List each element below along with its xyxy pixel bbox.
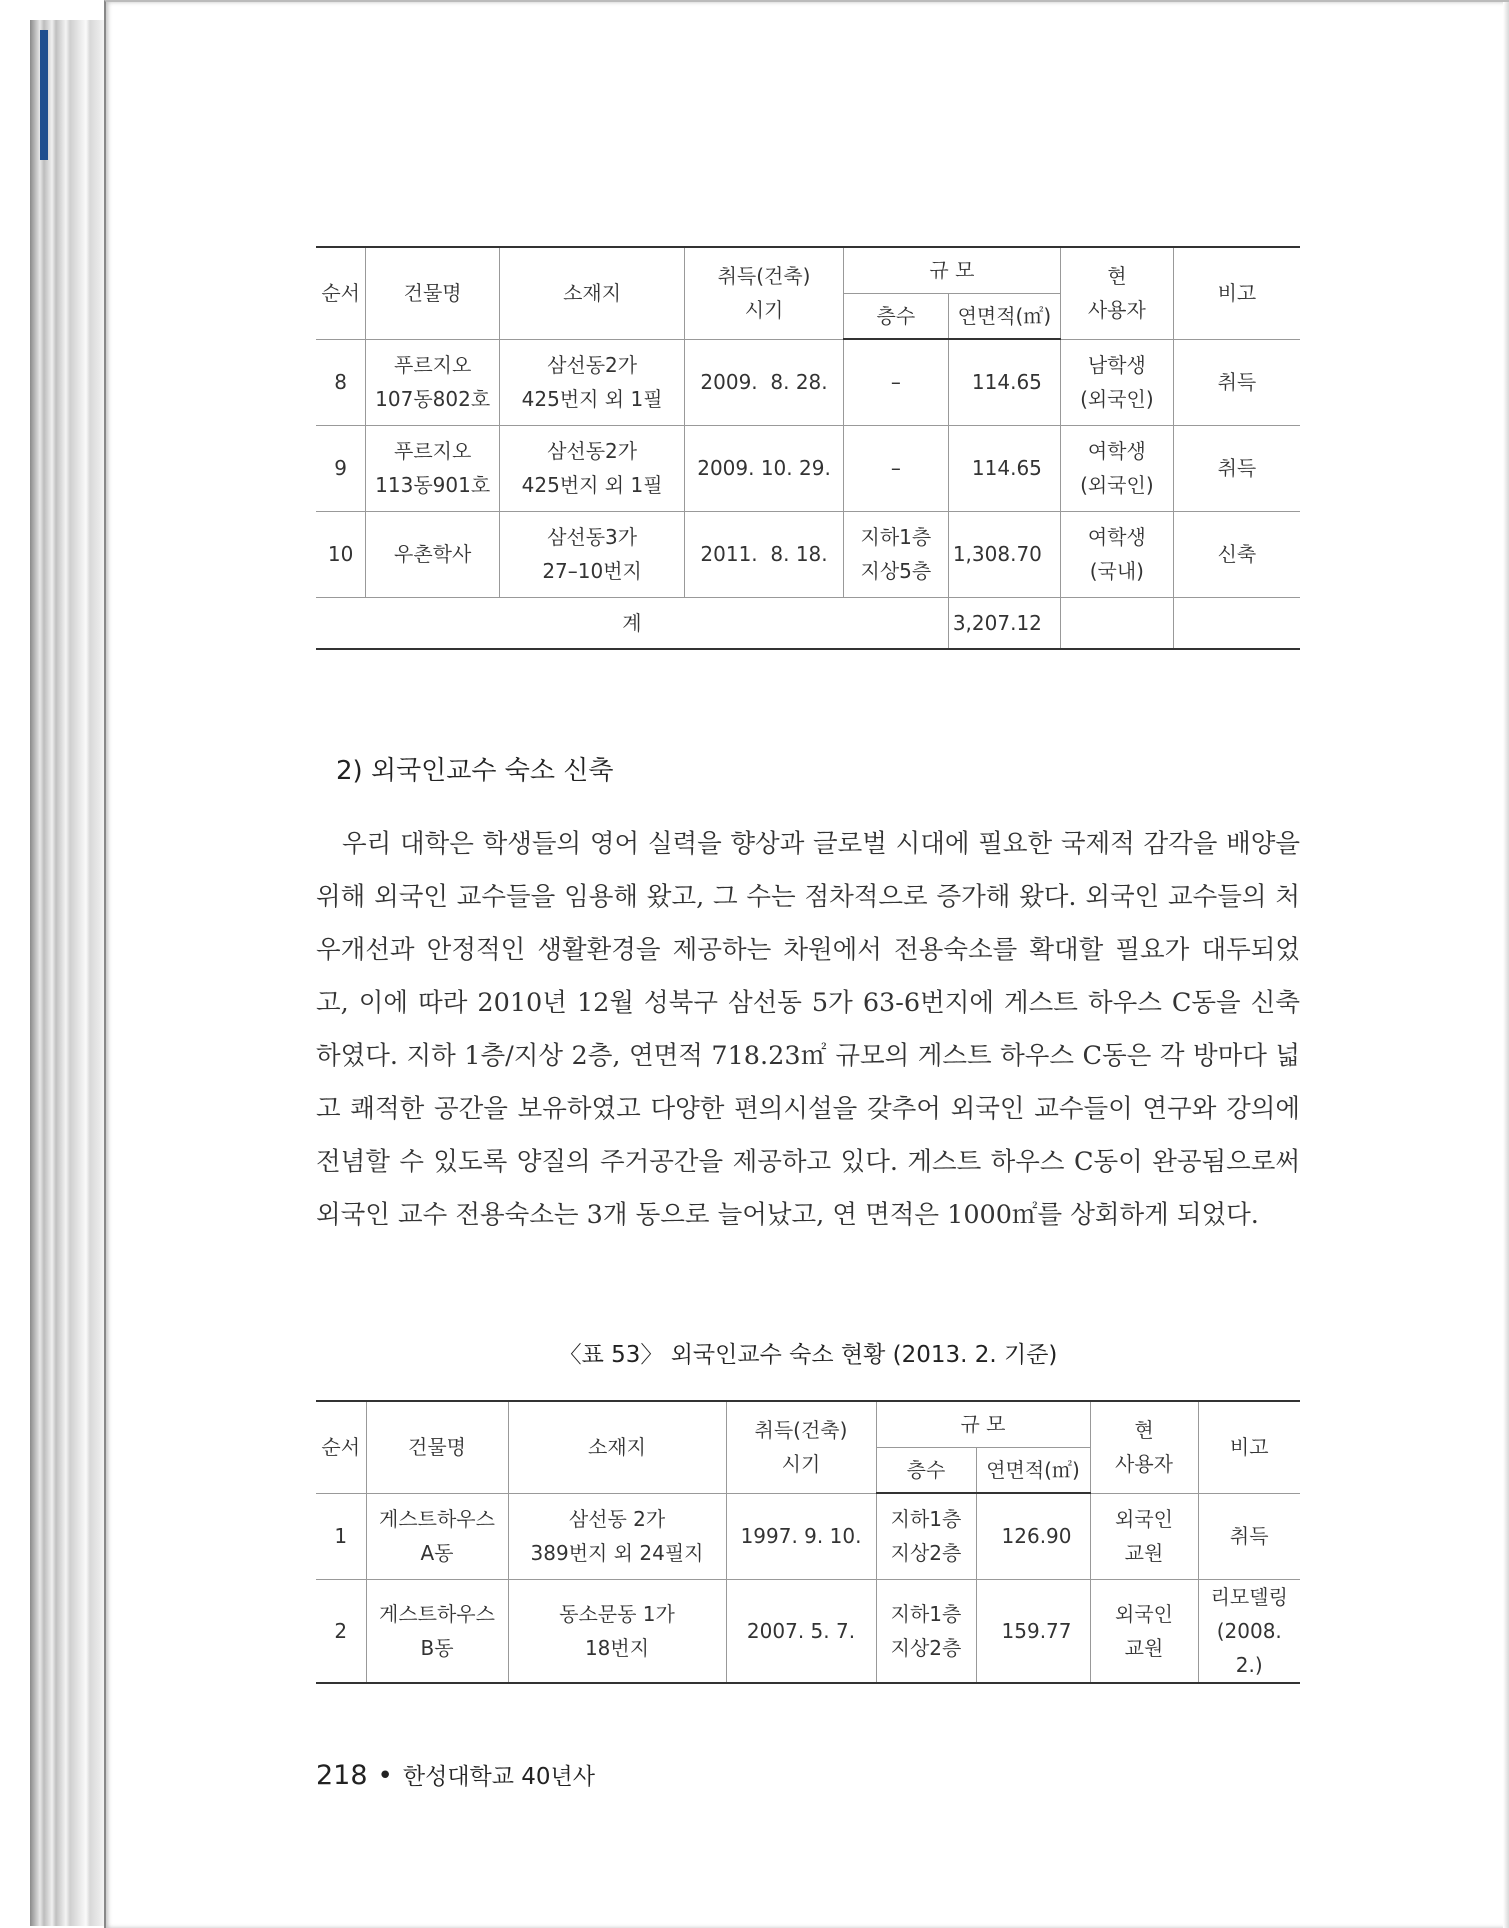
cell-building-name: 푸르지오 107동802호 — [366, 339, 500, 425]
blue-bookmark-tab — [40, 30, 48, 160]
table-row — [316, 511, 1300, 597]
cell-current-user: 외국인 교원 — [1090, 1579, 1198, 1683]
table-row — [316, 425, 1300, 511]
header-building-name: 건물명 — [366, 1401, 508, 1493]
cell-seq: 1 — [316, 1493, 366, 1579]
foreign-faculty-housing-table — [316, 1400, 1300, 1684]
cell-acquired: 1997. 9. 10. — [726, 1493, 876, 1579]
header-floors: 층수 — [876, 1447, 976, 1493]
header-note: 비고 — [1173, 247, 1300, 339]
cell-location: 삼선동 2가 389번지 외 24필지 — [508, 1493, 726, 1579]
cell-location: 동소문동 1가 18번지 — [508, 1579, 726, 1683]
cell-floors: 지하1층 지상2층 — [876, 1579, 976, 1683]
header-current-user: 현 사용자 — [1090, 1401, 1198, 1493]
cell-current-user: 외국인 교원 — [1090, 1493, 1198, 1579]
dormitory-table-continued — [316, 246, 1300, 650]
bullet-separator: • — [377, 1761, 393, 1791]
cell-area: 126.90 — [976, 1493, 1090, 1579]
header-building-name: 건물명 — [366, 247, 500, 339]
cell-location: 삼선동2가 425번지 외 1필 — [500, 425, 685, 511]
total-area: 3,207.12 — [948, 597, 1060, 649]
header-scale: 규 모 — [843, 247, 1060, 293]
cell-current-user: 여학생 (외국인) — [1060, 425, 1173, 511]
header-floors: 층수 — [843, 293, 948, 339]
cell-area: 1,308.70 — [948, 511, 1060, 597]
header-scale: 규 모 — [876, 1401, 1090, 1447]
cell-building-name: 게스트하우스 B동 — [366, 1579, 508, 1683]
cell-note: 신축 — [1173, 511, 1300, 597]
table-caption: 〈표 53〉 외국인교수 숙소 현황 (2013. 2. 기준) — [558, 1342, 1058, 1368]
cell-building-name: 게스트하우스 A동 — [366, 1493, 508, 1579]
cell-note: 취득 — [1198, 1493, 1300, 1579]
cell-building-name: 푸르지오 113동901호 — [366, 425, 500, 511]
header-area: 연면적(㎡) — [948, 293, 1060, 339]
cell-building-name: 우촌학사 — [366, 511, 500, 597]
page-footer — [316, 1758, 595, 1791]
cell-current-user: 남학생 (외국인) — [1060, 339, 1173, 425]
cell-location: 삼선동3가 27–10번지 — [500, 511, 685, 597]
cell-location: 삼선동2가 425번지 외 1필 — [500, 339, 685, 425]
body-paragraph: 우리 대학은 학생들의 영어 실력을 향상과 글로벌 시대에 필요한 국제적 감각을 배양을 위해 외국인 교수들을 임용해 왔고, 그 수는 점차적으로 증가해 왔다. 외국인 교수들의 처우개선과 안정적인 생활환경을 제공하는 차원에서 전용숙소를 확대할 필요가 대두되었고, 이에 따라 2010년 12월 성북구 삼선동 5가 63-6번지에 게스트 하우스 C동을 신축하였다. 지하 1층/지상 2층, 연면적 718.23㎡ 규모의 게스트 하우스 C동은 각 방마다 넓고 쾌적한 공간을 보유하였고 다양한 편의시설을 갖추어 외국인 교수들이 연구와 강의에 전념할 수 있도록 양질의 주거공간을 제공하고 있다. 게스트 하우스 C동이 완공됨으로써 외국인 교수 전용숙소는 3개 동으로 늘어났고, 연 면적은 1000㎡를 상회하게 되었다. — [316, 829, 1300, 1230]
header-location: 소재지 — [500, 247, 685, 339]
cell-area: 114.65 — [948, 425, 1060, 511]
total-row — [316, 597, 1300, 649]
cell-floors: 지하1층 지상2층 — [876, 1493, 976, 1579]
section-title: 2) 외국인교수 숙소 신축 — [336, 756, 614, 786]
cell-floors: 지하1층 지상5층 — [843, 511, 948, 597]
cell-seq: 8 — [316, 339, 366, 425]
header-location: 소재지 — [508, 1401, 726, 1493]
cell-floors: – — [843, 425, 948, 511]
cell-acquired: 2007. 5. 7. — [726, 1579, 876, 1683]
page-number: 218 — [316, 1760, 368, 1791]
cell-note: 취득 — [1173, 339, 1300, 425]
cell-seq: 9 — [316, 425, 366, 511]
cell-acquired: 2011. 8. 18. — [685, 511, 844, 597]
cell-acquired: 2009. 10. 29. — [685, 425, 844, 511]
cell-seq: 2 — [316, 1579, 366, 1683]
header-seq: 순서 — [316, 1401, 366, 1493]
header-current-user: 현 사용자 — [1060, 247, 1173, 339]
total-label: 계 — [316, 597, 948, 649]
table-row — [316, 1579, 1300, 1683]
header-acquired: 취득(건축) 시기 — [685, 247, 844, 339]
header-seq: 순서 — [316, 247, 366, 339]
cell-seq: 10 — [316, 511, 366, 597]
table-row — [316, 339, 1300, 425]
page-right-shadow — [1503, 2, 1509, 1928]
cell-note: 리모델링 (2008. 2.) — [1198, 1579, 1300, 1683]
cell-area: 114.65 — [948, 339, 1060, 425]
book-page-edges — [30, 20, 110, 1926]
header-note: 비고 — [1198, 1401, 1300, 1493]
cell-current-user: 여학생 (국내) — [1060, 511, 1173, 597]
book-title: 한성대학교 40년사 — [402, 1764, 595, 1790]
header-acquired: 취득(건축) 시기 — [726, 1401, 876, 1493]
table-row — [316, 1493, 1300, 1579]
total-empty-cell — [1173, 597, 1300, 649]
header-area: 연면적(㎡) — [976, 1447, 1090, 1493]
cell-note: 취득 — [1173, 425, 1300, 511]
cell-floors: – — [843, 339, 948, 425]
cell-acquired: 2009. 8. 28. — [685, 339, 844, 425]
cell-area: 159.77 — [976, 1579, 1090, 1683]
total-empty-cell — [1060, 597, 1173, 649]
